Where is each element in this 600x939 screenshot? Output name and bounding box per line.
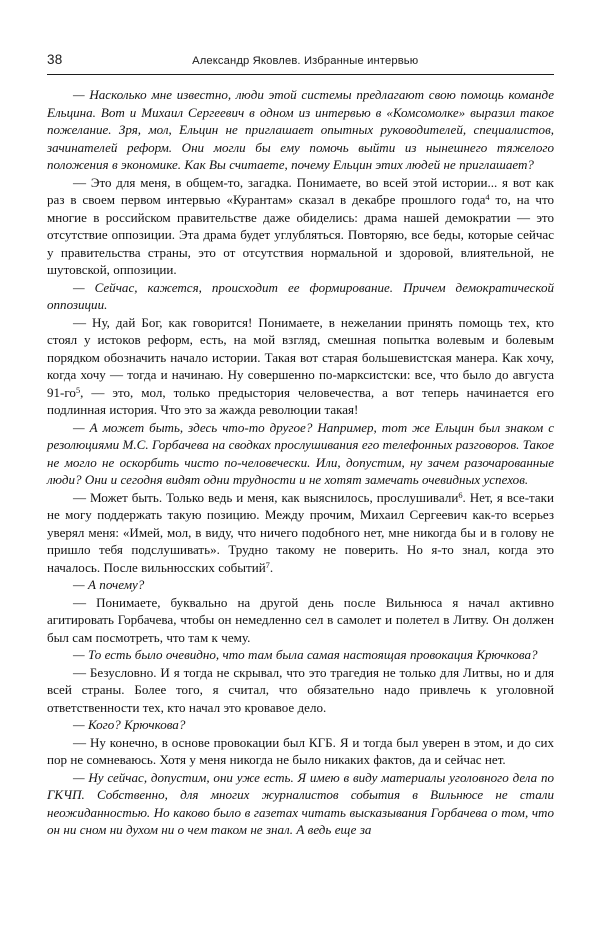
paragraph-text-part-1: — Это для меня, в общем-то, загадка. Понимаете, во всей этой истории... я вот как раз в своем первом интервью «Курантам» сказал в декабре прошлого года (47, 174, 554, 207)
paragraph-text-part-2: то, на что многие в российском правительстве даже обиделись: драма нашей демократии — это отсутствие оппозиции. Эта драма будет углубляться. Повторяю, все беды, которые сейчас у правительства страны, это от отсутствия нормальной и здоровой, влиятельной, не шутовской, оппозиции. (47, 192, 554, 277)
paragraph-answer-3 (47, 489, 554, 577)
footnote-marker-7: 7 (265, 560, 270, 570)
paragraph-text: — Понимаете, буквально на другой день после Вильнюса я начал активно агитировать Горбачева, чтобы он немедленно сел в самолет и полетел в Литву. Он должен был сам посмотреть, что там к чему. (47, 594, 554, 645)
paragraph-text-part-2: . Нет, я все-таки не могу поддержать такую позицию. Между прочим, Михаил Сергеевич как-то всерьез уверял меня: «Имей, мол, в виду, что ничего подобного нет, мне никогда бы и в голову не пришло тебя подслушивать». Трудно такому не поверить. Но я-то знал, когда это началось. После вильнюсских событий (47, 489, 555, 575)
paragraph-answer-4 (47, 594, 554, 647)
paragraph-question-7 (47, 769, 554, 839)
page-number: 38 (47, 52, 63, 67)
running-head (47, 52, 554, 72)
paragraph-text: — Безусловно. И я тогда не скрывал, что это трагедия не только для Литвы, но и для всей страны. Более того, я считал, что обязательно надо привлечь к уголовной ответственности тех, кто начал это кровавое дело. (47, 664, 554, 715)
paragraph-text: — Ну сейчас, допустим, они уже есть. Я имею в виду материалы уголовного дела по ГКЧП. Собственно, для многих журналистов события в Вильнюсе не стали неожиданностью. Но каково было в газетах читать высказывания Горбачева о том, что он ни сном ни духом ни о чем таком не знал. А ведь еще за (47, 769, 554, 837)
paragraph-answer-6 (47, 734, 554, 769)
paragraph-text: — Кого? Крючкова? (73, 717, 186, 732)
paragraph-question-1 (47, 86, 554, 174)
paragraph-answer-1 (47, 174, 554, 279)
paragraph-text: — Насколько мне известно, люди этой системы предлагают свою помощь команде Ельцина. Вот и Михаил Сергеевич в одном из интервью в «Комсомолке» выразил такое пожелание. Зря, мол, Ельцин не приглашает опытных руководителей, специалистов, зачинателей реформ. Они могли бы ему помочь выйти из нынешнего тяжелого положения в экономике. Как Вы считаете, почему Ельцин этих людей не приглашает? (47, 87, 554, 172)
paragraph-text-part-2: , — это, мол, только предыстория человечества, а вот теперь начинается его подлинная история. Что это за жажда революции такая! (47, 384, 554, 417)
paragraph-question-3 (47, 419, 554, 489)
paragraph-text-part-1: — Ну, дай Бог, как говорится! Понимаете, в нежелании принять помощь тех, кто стоял у истоков реформ, есть, на мой взгляд, смешная попытка волевым и болевым порядком обозначить начало истории. Такая вот старая большевистская манера. Как хочу, когда хочу — тогда и начинаю. Ну совершенно по-марксистски: все, что было до августа 91-го (47, 314, 554, 400)
running-title: Александр Яковлев. Избранные интервью (192, 55, 419, 67)
paragraph-question-5 (47, 646, 554, 664)
paragraph-text: — А может быть, здесь что-то другое? Например, тот же Ельцин был знаком с резолюциями М.С. Горбачева на сводках прослушивания его телефонных разговоров. Такое не могло не оскорбить чисто по-человечески. Или, допустим, ну зачем разочарованные люди? Они и сегодня видят одни трудности и не хотят замечать очевидных успехов. (47, 419, 554, 487)
paragraph-text: — А почему? (73, 577, 145, 592)
paragraph-text: — Ну конечно, в основе провокации был КГБ. Я и тогда был уверен в этом, и до сих пор не сомневаюсь. Хотя у меня никогда не было никаких фактов, да и сейчас нет. (47, 734, 554, 767)
paragraph-question-2 (47, 279, 554, 314)
footnote-marker-6: 6 (458, 490, 463, 500)
paragraph-question-4 (47, 576, 554, 594)
paragraph-text: — Сейчас, кажется, происходит ее формирование. Причем демократической оппозиции. (47, 279, 554, 312)
text-block (47, 86, 554, 839)
footnote-marker-4: 4 (485, 193, 490, 203)
paragraph-text-part-3: . (269, 559, 274, 575)
paragraph-text-part-1: — Может быть. Только ведь и меня, как выяснилось, прослушивали (73, 489, 459, 505)
footnote-marker-5: 5 (75, 385, 81, 395)
header-rule (47, 74, 554, 75)
paragraph-question-6 (47, 716, 554, 734)
paragraph-answer-5 (47, 664, 554, 717)
paragraph-text: — То есть было очевидно, что там была самая настоящая провокация Крючкова? (73, 647, 538, 662)
paragraph-answer-2 (47, 314, 554, 419)
